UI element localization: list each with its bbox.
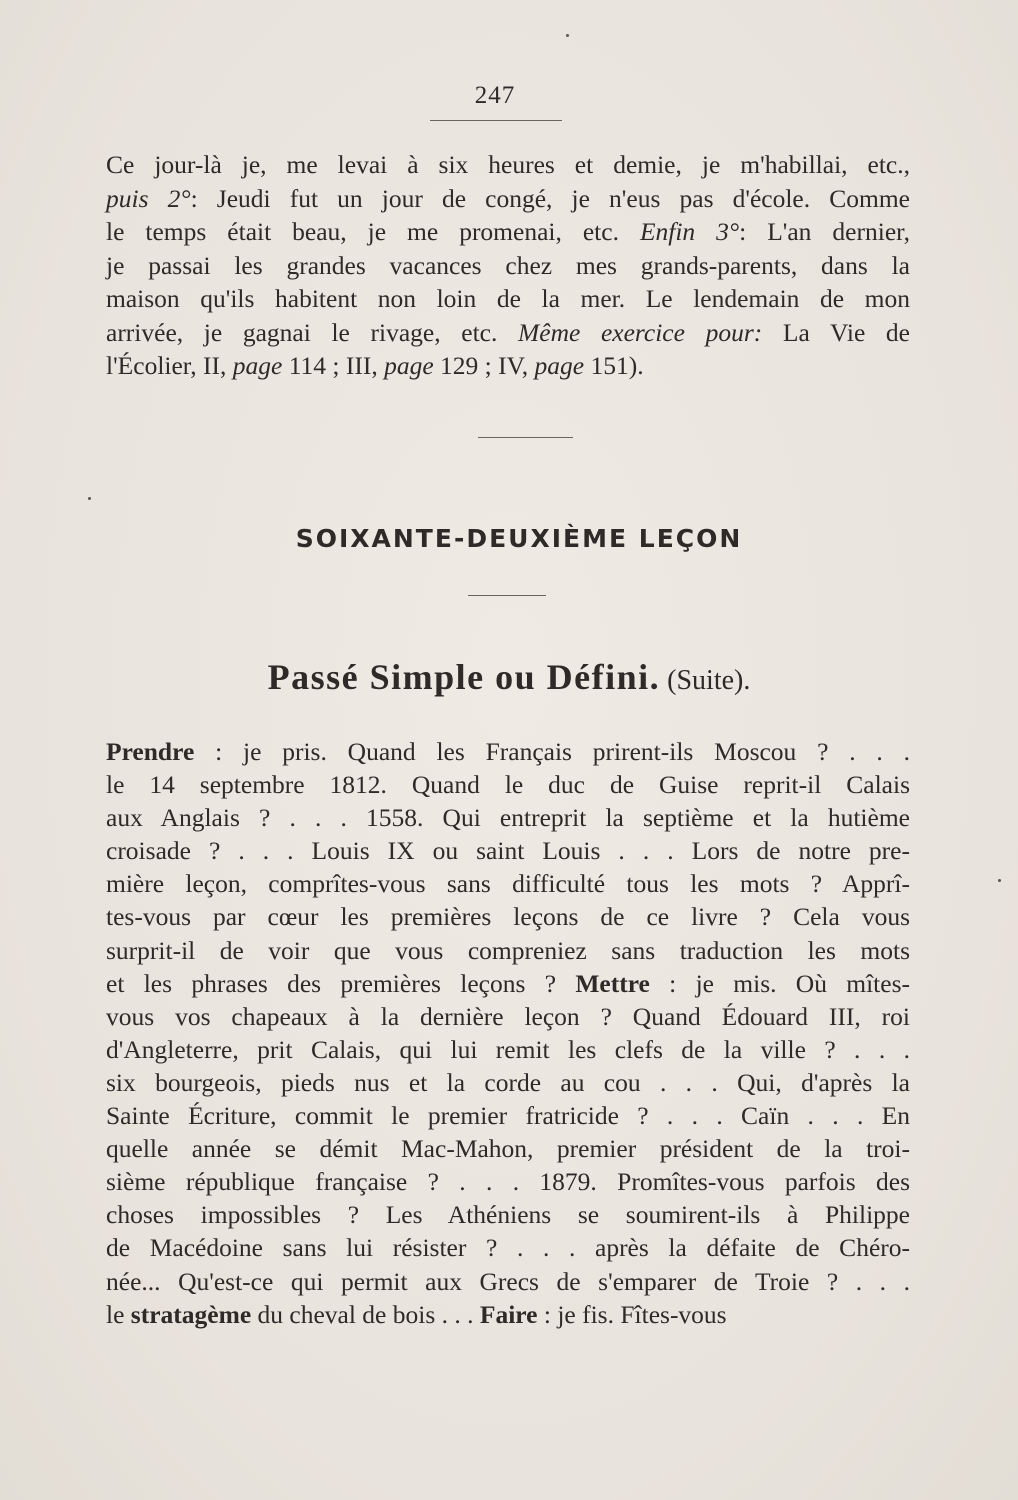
text-line: [106, 934, 910, 967]
paragraph-lesson-text: [106, 735, 910, 1331]
italic-text: page: [232, 351, 283, 380]
text-line: [106, 967, 910, 1000]
text-run: surprit-il de voir que vous compreniez sans traduction les mots: [106, 935, 910, 965]
text-line: [106, 1132, 910, 1165]
text-run: : je mis. Où mîtes-: [649, 968, 911, 998]
text-line: [106, 349, 910, 383]
italic-text: Enfin 3: [639, 217, 729, 246]
text-run: quelle année se démit Mac-Mahon, premier président de la troi-: [106, 1134, 910, 1164]
text-run: l'Écolier, II,: [106, 351, 233, 380]
text-run: née... Qu'est-ce qui permit aux Grecs de s'emparer de Troie ? . . .: [106, 1266, 910, 1296]
text-run: Ce jour-là je, me levai à six heures et demie, je m'habillai, etc.,: [106, 150, 910, 179]
text-line: [106, 1165, 910, 1198]
bold-term: Prendre: [106, 737, 195, 766]
bold-term: Faire: [479, 1299, 538, 1329]
text-run: le: [106, 1299, 131, 1329]
text-line: [106, 1000, 910, 1033]
italic-text: °: [180, 183, 191, 213]
text-run: 114 ; III,: [282, 351, 385, 380]
text-run: : je fis. Fîtes-vous: [537, 1299, 727, 1329]
text-line: [106, 282, 910, 316]
text-line: [106, 148, 910, 182]
text-run: 151).: [584, 351, 644, 380]
italic-text: page: [534, 351, 585, 380]
text-line: [106, 834, 910, 867]
text-run: aux Anglais ? . . . 1558. Qui entreprit la septième et la hutième: [106, 803, 910, 833]
italic-text: puis 2: [106, 183, 181, 213]
text-line: [106, 1033, 910, 1066]
text-run: de Macédoine sans lui résister ? . . . après la défaite de Chéro-: [106, 1233, 910, 1263]
paper-speck: [88, 497, 91, 500]
text-line: [106, 249, 910, 283]
text-run: : je pris. Quand les Français prirent-ils Moscou ? . . .: [194, 737, 910, 766]
heading-rule: [468, 595, 546, 596]
italic-text: page: [384, 351, 434, 380]
text-run: arrivée, je gagnai le rivage, etc.: [106, 317, 519, 347]
text-line: [106, 735, 910, 768]
text-line: [106, 182, 910, 216]
text-line: [106, 1298, 910, 1331]
text-line: [106, 867, 910, 900]
lesson-title: [0, 656, 1018, 698]
text-run: maison qu'ils habitent non loin de la mer. Le lendemain de mon: [106, 284, 910, 313]
italic-text: °: [728, 217, 740, 246]
bold-term: stratagème: [130, 1299, 252, 1329]
text-run: six bourgeois, pieds nus et la corde au cou . . . Qui, d'après la: [106, 1067, 910, 1097]
text-line: [106, 768, 910, 801]
text-run: sième république française ? . . . 1879. Promîtes-vous parfois des: [106, 1167, 910, 1197]
text-run: choses impossibles ? Les Athéniens se soumirent-ils à Philippe: [106, 1200, 910, 1230]
text-run: le temps était beau, je me promenai, etc.: [106, 217, 640, 246]
text-line: [106, 316, 910, 350]
text-run: 129 ; IV,: [433, 351, 535, 380]
text-run: tes-vous par cœur les premières leçons de ce livre ? Cela vous: [106, 902, 910, 932]
text-run: vous vos chapeaux à la dernière leçon ? Quand Édouard III, roi: [106, 1001, 910, 1031]
text-run: : L'an dernier,: [739, 217, 910, 246]
paragraph-exercise: [106, 148, 910, 383]
text-line: [106, 1099, 910, 1132]
text-run: mière leçon, comprîtes-vous sans difficulté tous les mots ? Apprî-: [106, 869, 910, 899]
italic-text: Même exercice pour:: [518, 317, 763, 347]
lesson-heading: SOIXANTE-DEUXIÈME LEÇON: [295, 524, 743, 553]
paper-speck: [566, 34, 569, 37]
page-number: 247: [474, 82, 516, 109]
text-run: Sainte Écriture, commit le premier fratricide ? . . . Caïn . . . En: [106, 1101, 910, 1131]
text-line: [106, 900, 910, 933]
text-line: [106, 215, 910, 249]
paper-speck: [998, 879, 1001, 882]
lesson-title-main: Passé Simple ou Défini.: [267, 657, 661, 697]
text-line: [106, 1231, 910, 1264]
text-line: [106, 801, 910, 834]
text-run: et les phrases des premières leçons ?: [106, 968, 576, 998]
text-run: le 14 septembre 1812. Quand le duc de Guise reprit-il Calais: [106, 770, 910, 800]
text-line: [106, 1066, 910, 1099]
text-run: La Vie de: [762, 317, 910, 347]
text-run: : Jeudi fut un jour de congé, je n'eus pas d'école. Comme: [190, 183, 910, 213]
top-rule: [430, 120, 562, 121]
bold-term: Mettre: [575, 968, 650, 998]
text-run: je passai les grandes vacances chez mes grands-parents, dans la: [106, 250, 910, 280]
lesson-title-suffix: (Suite).: [660, 665, 751, 696]
text-line: [106, 1265, 910, 1298]
text-run: du cheval de bois . . .: [251, 1299, 480, 1329]
text-line: [106, 1198, 910, 1231]
section-divider: [478, 437, 573, 438]
text-run: d'Angleterre, prit Calais, qui lui remit les clefs de la ville ? . . .: [106, 1034, 910, 1064]
text-run: croisade ? . . . Louis IX ou saint Louis . . . Lors de notre pre-: [106, 836, 910, 866]
